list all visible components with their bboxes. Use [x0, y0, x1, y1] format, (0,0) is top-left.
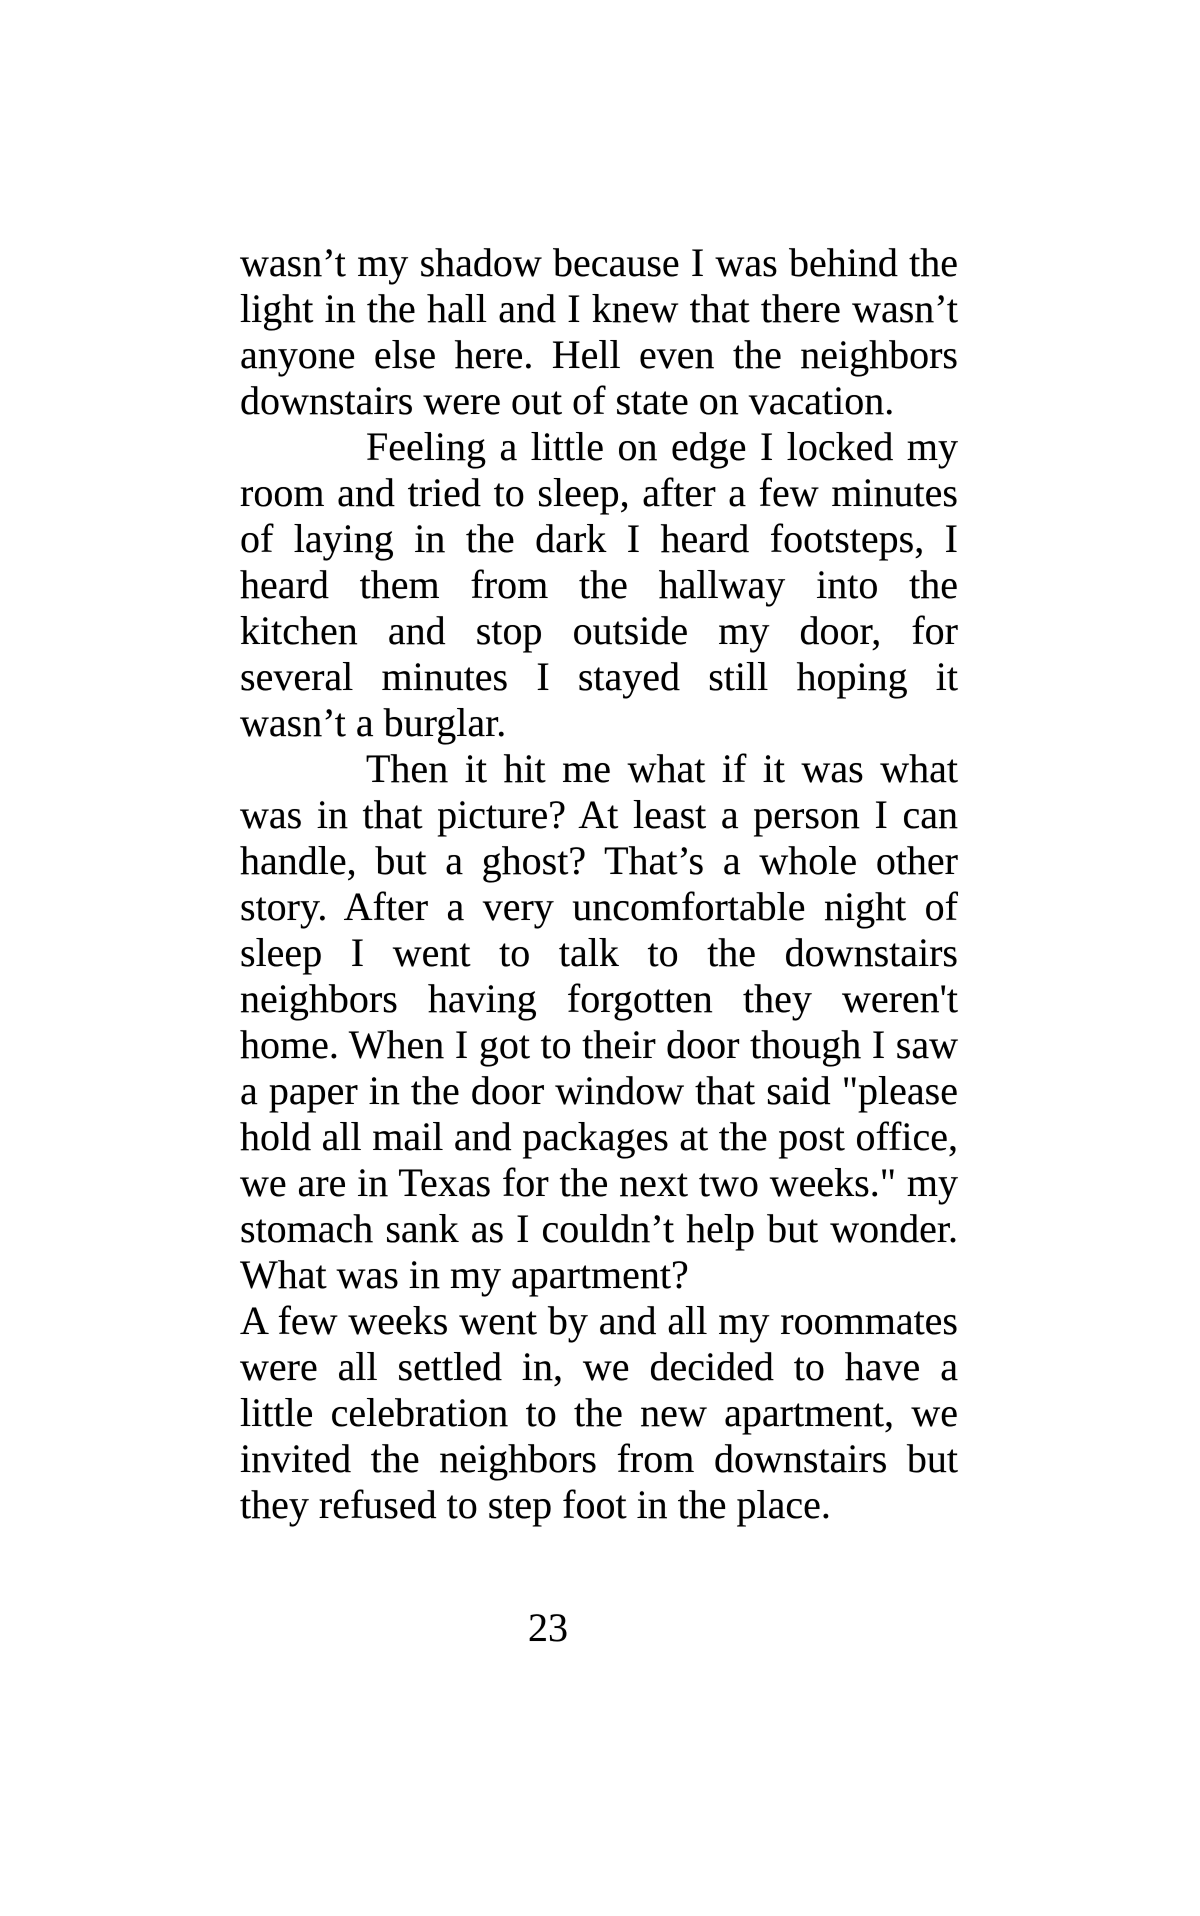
text-line: downstairs were out of state on vacation. — [240, 378, 895, 423]
text-line: were all settled in, we decided to have a — [240, 1344, 958, 1389]
text-line: stomach sank as I couldn’t help but wonder. — [240, 1206, 958, 1251]
text-line: A few weeks went by and all my roommates — [240, 1298, 958, 1343]
text-line: room and tried to sleep, after a few minutes — [240, 470, 958, 515]
text-line: a paper in the door window that said "please — [240, 1068, 958, 1113]
text-line: heard them from the hallway into the — [240, 562, 958, 607]
text-line: neighbors having forgotten they weren't — [240, 976, 958, 1021]
page-number: 23 — [528, 1605, 568, 1650]
text-line: several minutes I stayed still hoping it — [240, 654, 958, 699]
text-line: sleep I went to talk to the downstairs — [240, 930, 958, 975]
text-line: home. When I got to their door though I saw — [240, 1022, 958, 1067]
text-line: wasn’t my shadow because I was behind the — [240, 240, 958, 285]
text-line: Then it hit me what if it was what — [366, 746, 958, 791]
text-line: light in the hall and I knew that there wasn’t — [240, 286, 958, 331]
text-line: we are in Texas for the next two weeks." my — [240, 1160, 958, 1205]
text-line: anyone else here. Hell even the neighbors — [240, 332, 958, 377]
text-line: of laying in the dark I heard footsteps, I — [240, 516, 958, 561]
text-line: What was in my apartment? — [240, 1252, 689, 1297]
text-line: they refused to step foot in the place. — [240, 1482, 831, 1527]
text-line: handle, but a ghost? That’s a whole other — [240, 838, 958, 883]
text-line: was in that picture? At least a person I can — [240, 792, 958, 837]
text-line: Feeling a little on edge I locked my — [366, 424, 958, 469]
text-line: invited the neighbors from downstairs but — [240, 1436, 958, 1481]
text-line: hold all mail and packages at the post office, — [240, 1114, 958, 1159]
text-line: little celebration to the new apartment, we — [240, 1390, 958, 1435]
text-line: kitchen and stop outside my door, for — [240, 608, 958, 653]
text-line: story. After a very uncomfortable night of — [240, 884, 958, 929]
text-line: wasn’t a burglar. — [240, 700, 507, 745]
page-text — [240, 240, 958, 1528]
